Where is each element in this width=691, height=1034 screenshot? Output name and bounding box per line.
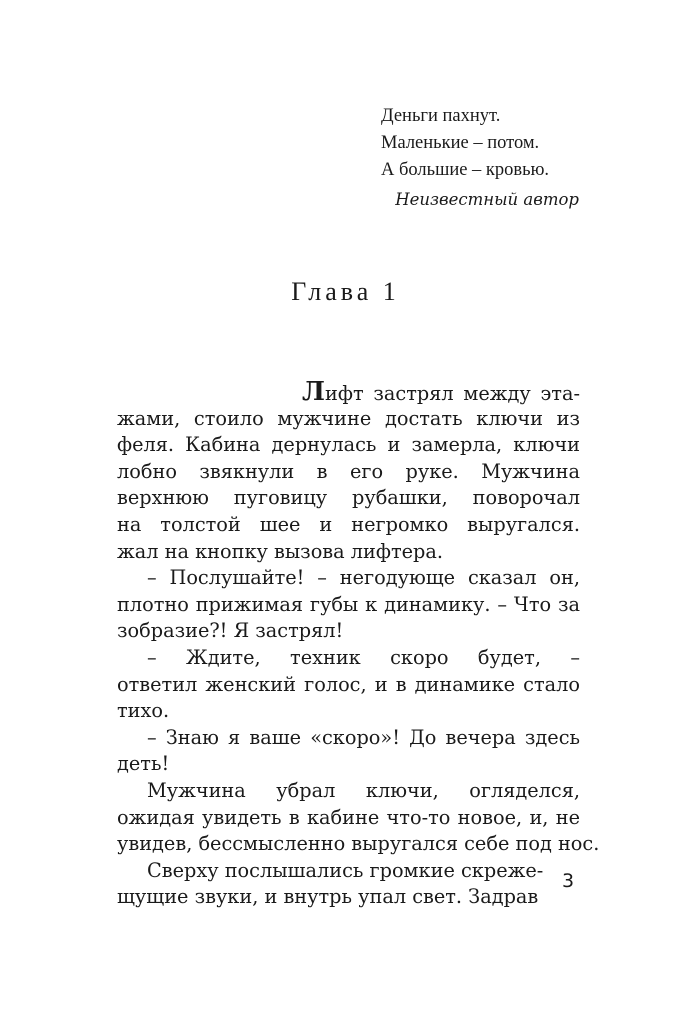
text-line: тихо.	[117, 699, 170, 723]
text-line: плотно прижимая губы к динамику. – Что за	[117, 592, 580, 616]
text-line: верхнюю пуговицу рубашки, поворочал	[117, 486, 580, 510]
text-line: – Ждите, техник скоро будет, –	[147, 645, 580, 669]
text-line: феля. Кабина дернулась и замерла, ключи	[117, 433, 580, 457]
page-number: 3	[562, 870, 575, 892]
text-line: – Знаю я ваше «скоро»! До вечера здесь	[147, 725, 580, 749]
text-line: щущие звуки, и внутрь упал свет. Задрав	[117, 885, 539, 909]
text-line: Сверху послышались громкие скреже-	[147, 858, 544, 882]
text-line: Лифт застрял между эта-	[302, 379, 580, 406]
text-line: увидев, бессмысленно выругался себе под нос.	[117, 832, 600, 856]
text-line: ответил женский голос, и в динамике стало	[117, 672, 580, 696]
text-line: лобно звякнули в его руке. Мужчина	[117, 459, 580, 483]
text-line: зобразие?! Я застрял!	[117, 619, 344, 643]
text-line: жал на кнопку вызова лифтера.	[117, 539, 444, 563]
epigraph-line: Маленькие – потом.	[381, 133, 540, 153]
text-line: – Послушайте! – негодующе сказал он,	[147, 566, 580, 590]
text-line: на толстой шее и негромко выругался.	[117, 512, 580, 536]
text-line: жами, стоило мужчине достать ключи из	[117, 406, 580, 430]
epigraph-line: Деньги пахнут.	[381, 106, 501, 126]
text-line: Мужчина убрал ключи, огляделся,	[147, 778, 580, 802]
chapter-title: Глава 1	[291, 277, 400, 306]
text-line: ожидая увидеть в кабине что-то новое, и, не	[117, 805, 580, 829]
text-line: деть!	[117, 752, 170, 776]
epigraph-author: Неизвестный автор	[395, 190, 579, 209]
epigraph	[381, 103, 549, 184]
epigraph-line: А большие – кровью.	[381, 160, 550, 180]
body-text	[117, 379, 600, 911]
drop-cap: Л	[302, 379, 325, 406]
